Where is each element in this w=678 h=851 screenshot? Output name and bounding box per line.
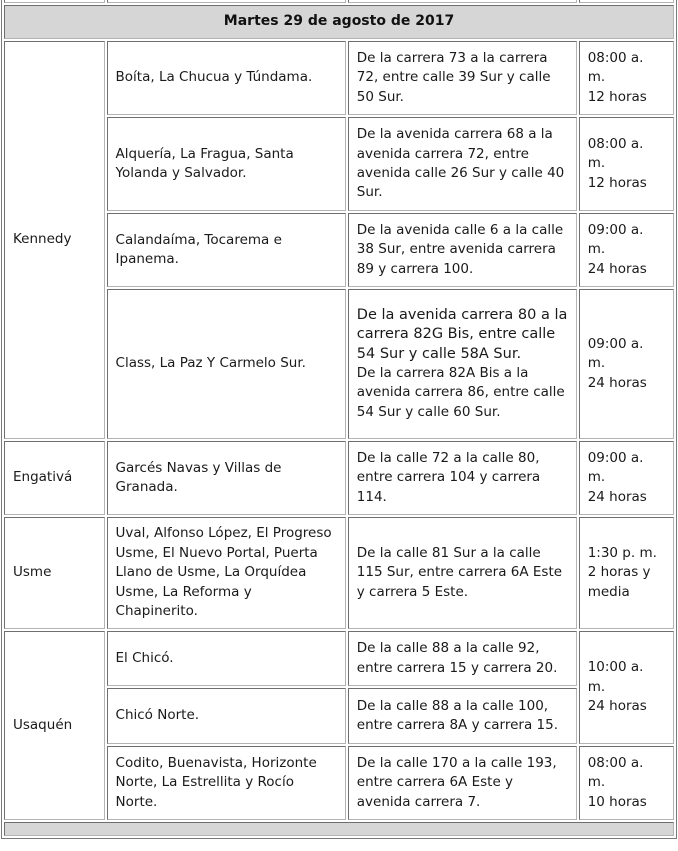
locality-cell: Usme bbox=[4, 517, 105, 629]
neighborhoods-cell: Class, La Paz Y Carmelo Sur. bbox=[107, 289, 346, 439]
duration: 24 horas bbox=[587, 260, 647, 277]
neighborhoods-cell: Garcés Navas y Villas de Granada. bbox=[107, 441, 346, 515]
duration: 12 horas bbox=[587, 174, 647, 191]
area-cell: De la calle 88 a la calle 92, entre carrera 15 y carrera 20. bbox=[348, 631, 577, 686]
next-header-fragment bbox=[4, 822, 674, 836]
start-time: 10:00 a. m. bbox=[587, 659, 644, 695]
duration: 24 horas bbox=[587, 698, 647, 715]
neighborhoods-cell: Boíta, La Chucua y Túndama. bbox=[107, 41, 346, 115]
date-header: Martes 29 de agosto de 2017 bbox=[4, 5, 674, 39]
duration: 24 horas bbox=[587, 488, 647, 505]
duration: 24 horas bbox=[587, 374, 647, 391]
neighborhoods-cell: Uval, Alfonso López, El Progreso Usme, El Nuevo Portal, Puerta Llano de Usme, La Orquídea Usme, La Reforma y Chapinerito. bbox=[107, 517, 346, 629]
start-time: 08:00 a. m. bbox=[587, 135, 644, 172]
start-time: 09:00 a. m. bbox=[587, 335, 644, 372]
locality-cell: Engativá bbox=[4, 441, 105, 515]
neighborhoods-cell: Calandaíma, Tocarema e Ipanema. bbox=[107, 213, 346, 287]
locality-cell: Usaquén bbox=[4, 631, 105, 820]
duration: 12 horas bbox=[587, 88, 647, 105]
area-cell: De la avenida calle 6 a la calle 38 Sur, entre avenida carrera 89 y carrera 100. bbox=[348, 213, 577, 287]
area-segment-1: De la avenida carrera 80 a la carrera 82G Bis, entre calle 54 Sur y calle 58A Sur. bbox=[356, 306, 568, 362]
time-cell bbox=[579, 213, 674, 287]
table-row bbox=[4, 441, 674, 515]
time-cell bbox=[579, 631, 674, 744]
previous-row-fragment bbox=[4, 0, 674, 3]
area-cell: De la calle 72 a la calle 80, entre carrera 104 y carrera 114. bbox=[348, 441, 577, 515]
water-outage-schedule-table bbox=[1, 0, 677, 839]
neighborhoods-cell: Alquería, La Fragua, Santa Yolanda y Salvador. bbox=[107, 117, 346, 211]
neighborhoods-cell: Chicó Norte. bbox=[107, 688, 346, 744]
start-time: 09:00 a. m. bbox=[587, 221, 644, 258]
start-time: 09:00 a. m. bbox=[587, 449, 644, 486]
time-cell bbox=[579, 517, 674, 629]
area-cell: De la carrera 73 a la carrera 72, entre calle 39 Sur y calle 50 Sur. bbox=[348, 41, 577, 115]
neighborhoods-cell: Codito, Buenavista, Horizonte Norte, La Estrellita y Rocío Norte. bbox=[107, 746, 346, 820]
duration: 10 horas bbox=[587, 793, 647, 810]
area-segment-2: De la carrera 82A Bis a la avenida carrera 86, entre calle 54 Sur y calle 60 Sur. bbox=[356, 365, 565, 420]
start-time: 1:30 p. m. bbox=[587, 544, 657, 561]
area-cell: De la calle 88 a la calle 100, entre carrera 8A y carrera 15. bbox=[348, 688, 577, 744]
time-cell bbox=[579, 289, 674, 439]
area-cell: De la calle 170 a la calle 193, entre carrera 6A Este y avenida carrera 7. bbox=[348, 746, 577, 820]
table-row bbox=[4, 41, 674, 115]
table-row bbox=[4, 631, 674, 686]
start-time: 08:00 a. m. bbox=[587, 49, 644, 86]
time-cell bbox=[579, 746, 674, 820]
area-cell: De la avenida carrera 68 a la avenida carrera 72, entre avenida calle 26 Sur y calle 40 Sur. bbox=[348, 117, 577, 211]
date-header-row bbox=[4, 5, 674, 39]
time-cell bbox=[579, 441, 674, 515]
table-row bbox=[4, 517, 674, 629]
start-time: 08:00 a. m. bbox=[587, 754, 644, 791]
locality-cell: Kennedy bbox=[4, 41, 105, 439]
time-cell bbox=[579, 117, 674, 211]
time-cell bbox=[579, 41, 674, 115]
neighborhoods-cell: El Chicó. bbox=[107, 631, 346, 686]
area-cell: De la calle 81 Sur a la calle 115 Sur, entre carrera 6A Este y carrera 5 Este. bbox=[348, 517, 577, 629]
area-cell bbox=[348, 289, 577, 439]
duration: 2 horas y media bbox=[587, 564, 651, 600]
